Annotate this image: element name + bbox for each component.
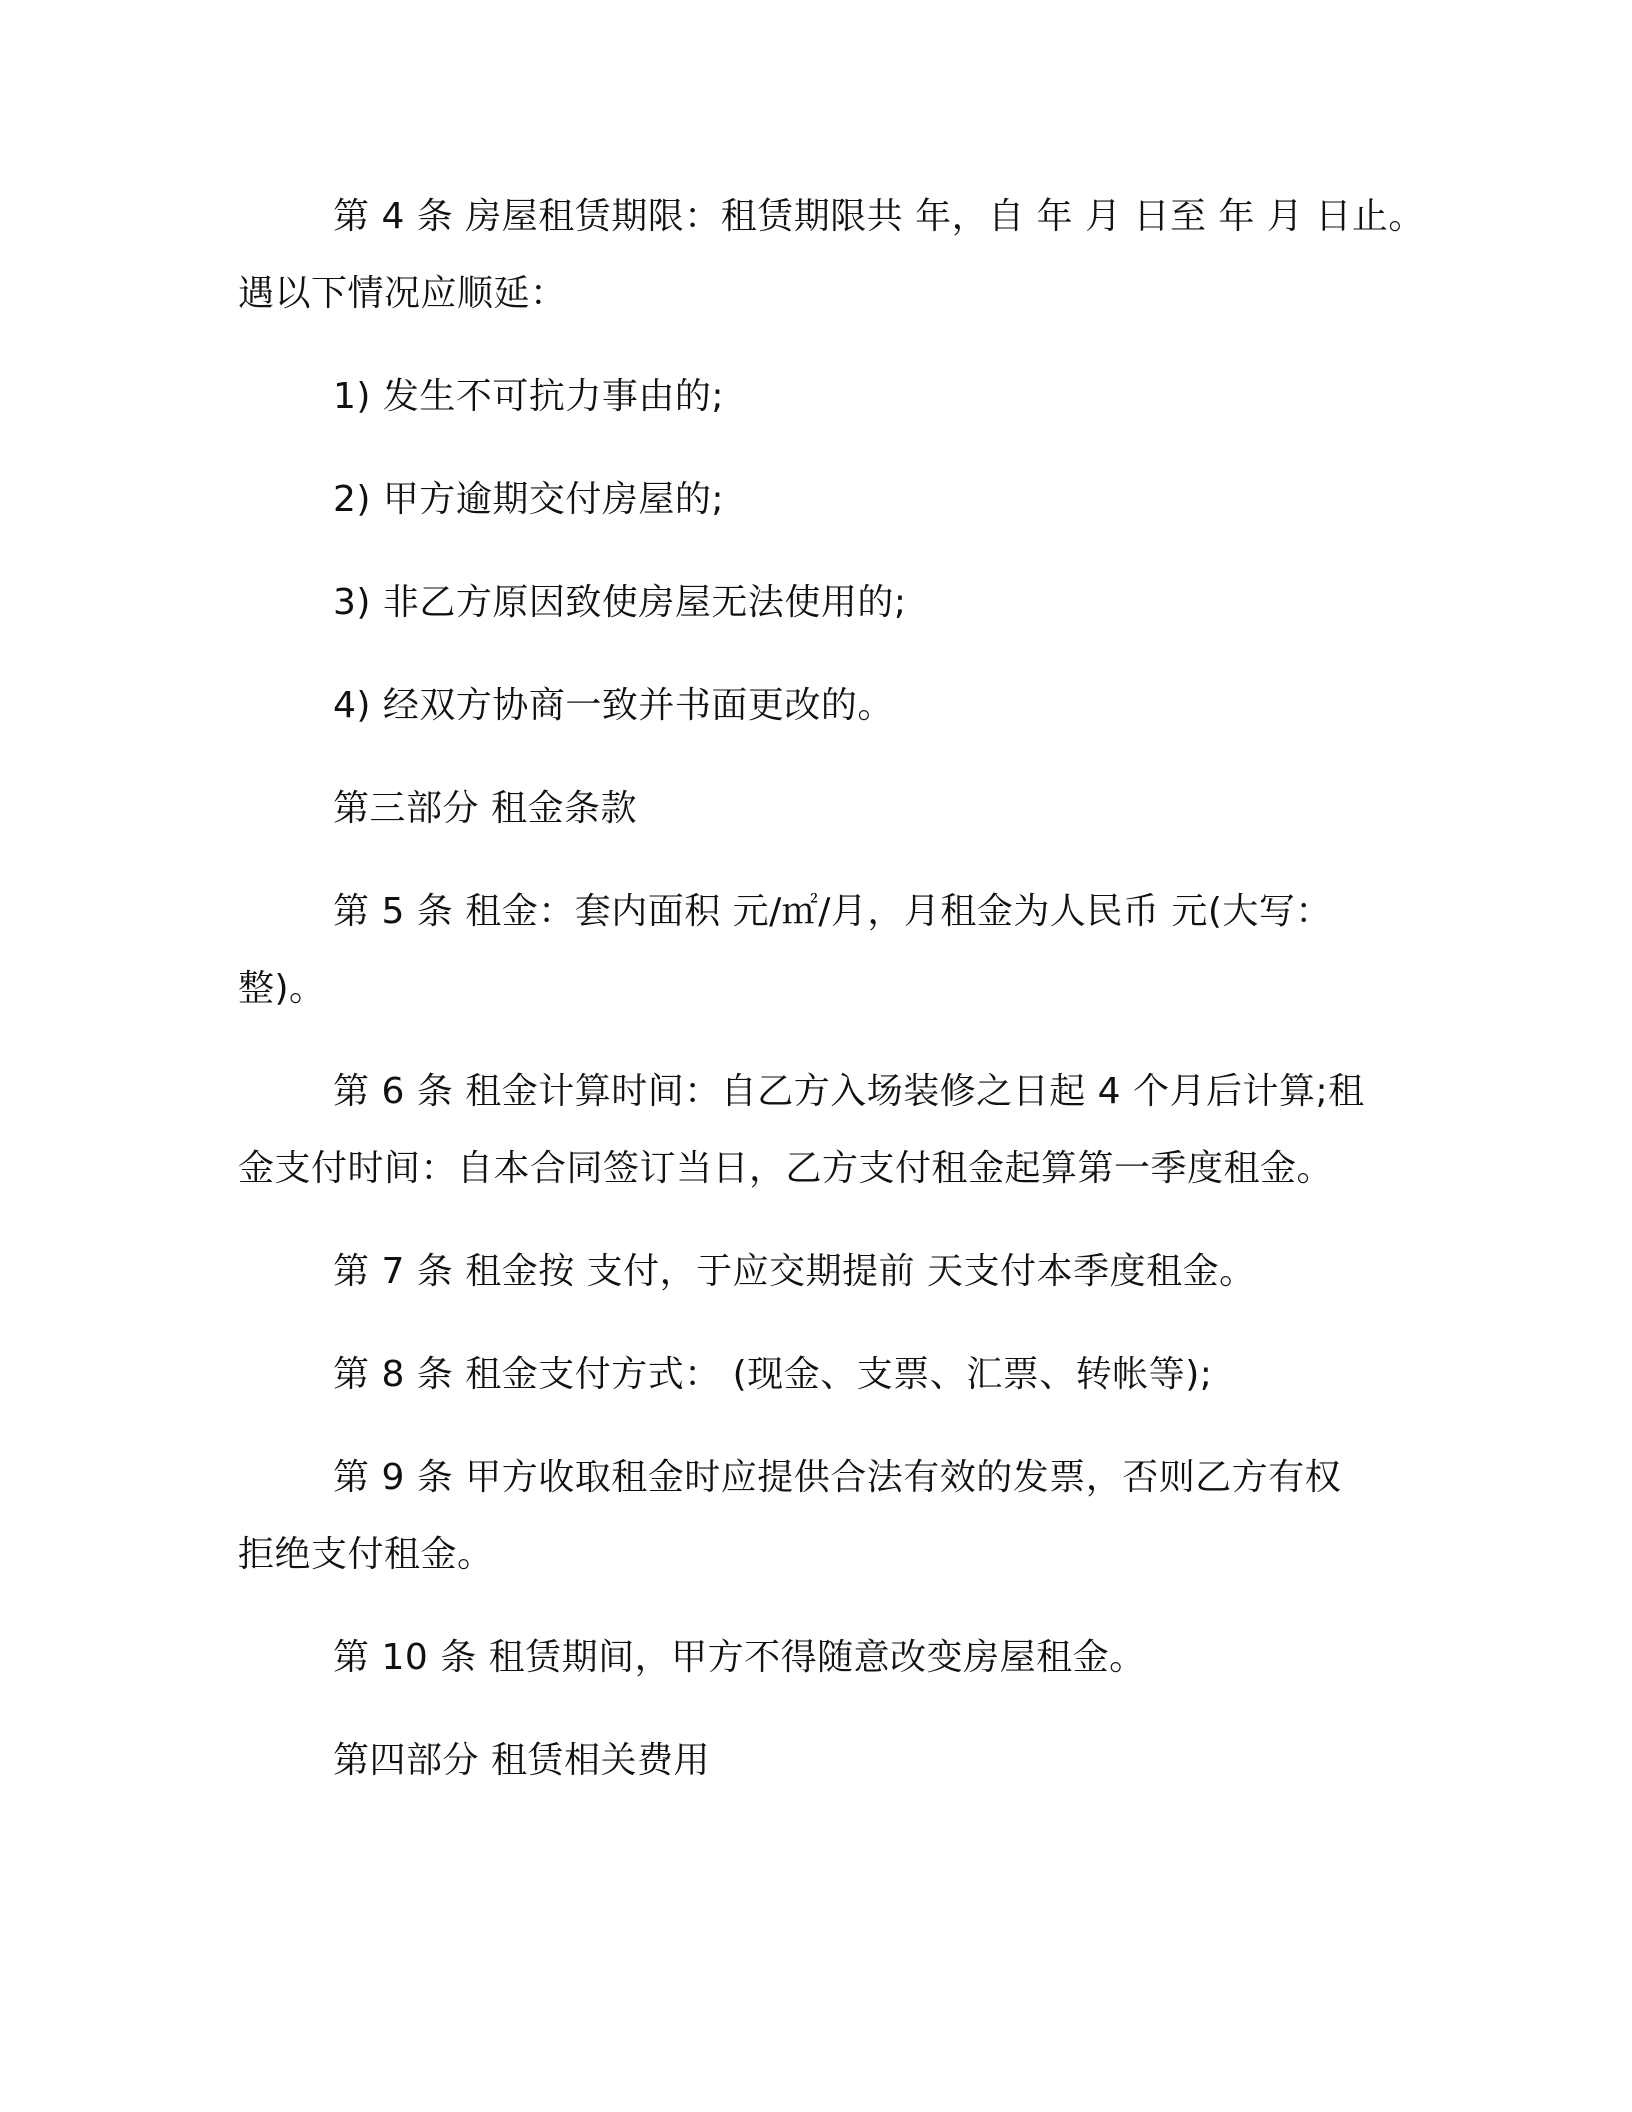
article-4-line-1: 第 4 条 房屋租赁期限：租赁期限共 年，自 年 月 日至 年 月 日止。 <box>333 196 1425 237</box>
list-item-4: 4) 经双方协商一致并书面更改的。 <box>333 685 894 726</box>
list-item-2: 2) 甲方逾期交付房屋的; <box>333 479 725 520</box>
article-9-line-1: 第 9 条 甲方收取租金时应提供合法有效的发票，否则乙方有权 <box>333 1457 1342 1498</box>
article-5-line-1: 第 5 条 租金：套内面积 元/㎡/月，月租金为人民币 元(大写： <box>333 891 1332 932</box>
article-8: 第 8 条 租金支付方式： (现金、支票、汇票、转帐等); <box>333 1354 1213 1395</box>
list-item-3: 3) 非乙方原因致使房屋无法使用的; <box>333 582 907 623</box>
article-4-line-2: 遇以下情况应顺延： <box>238 273 567 314</box>
list-item-1: 1) 发生不可抗力事由的; <box>333 376 725 417</box>
article-10: 第 10 条 租赁期间，甲方不得随意改变房屋租金。 <box>333 1637 1146 1678</box>
article-6-line-1: 第 6 条 租金计算时间：自乙方入场装修之日起 4 个月后计算;租 <box>333 1071 1365 1112</box>
section-heading-part-3: 第三部分 租金条款 <box>333 788 637 829</box>
article-6-line-2: 金支付时间：自本合同签订当日，乙方支付租金起算第一季度租金。 <box>238 1148 1334 1189</box>
article-7: 第 7 条 租金按 支付，于应交期提前 天支付本季度租金。 <box>333 1251 1256 1292</box>
section-heading-part-4: 第四部分 租赁相关费用 <box>333 1740 710 1781</box>
article-9-line-2: 拒绝支付租金。 <box>238 1534 494 1575</box>
article-5-line-2: 整)。 <box>238 968 326 1009</box>
